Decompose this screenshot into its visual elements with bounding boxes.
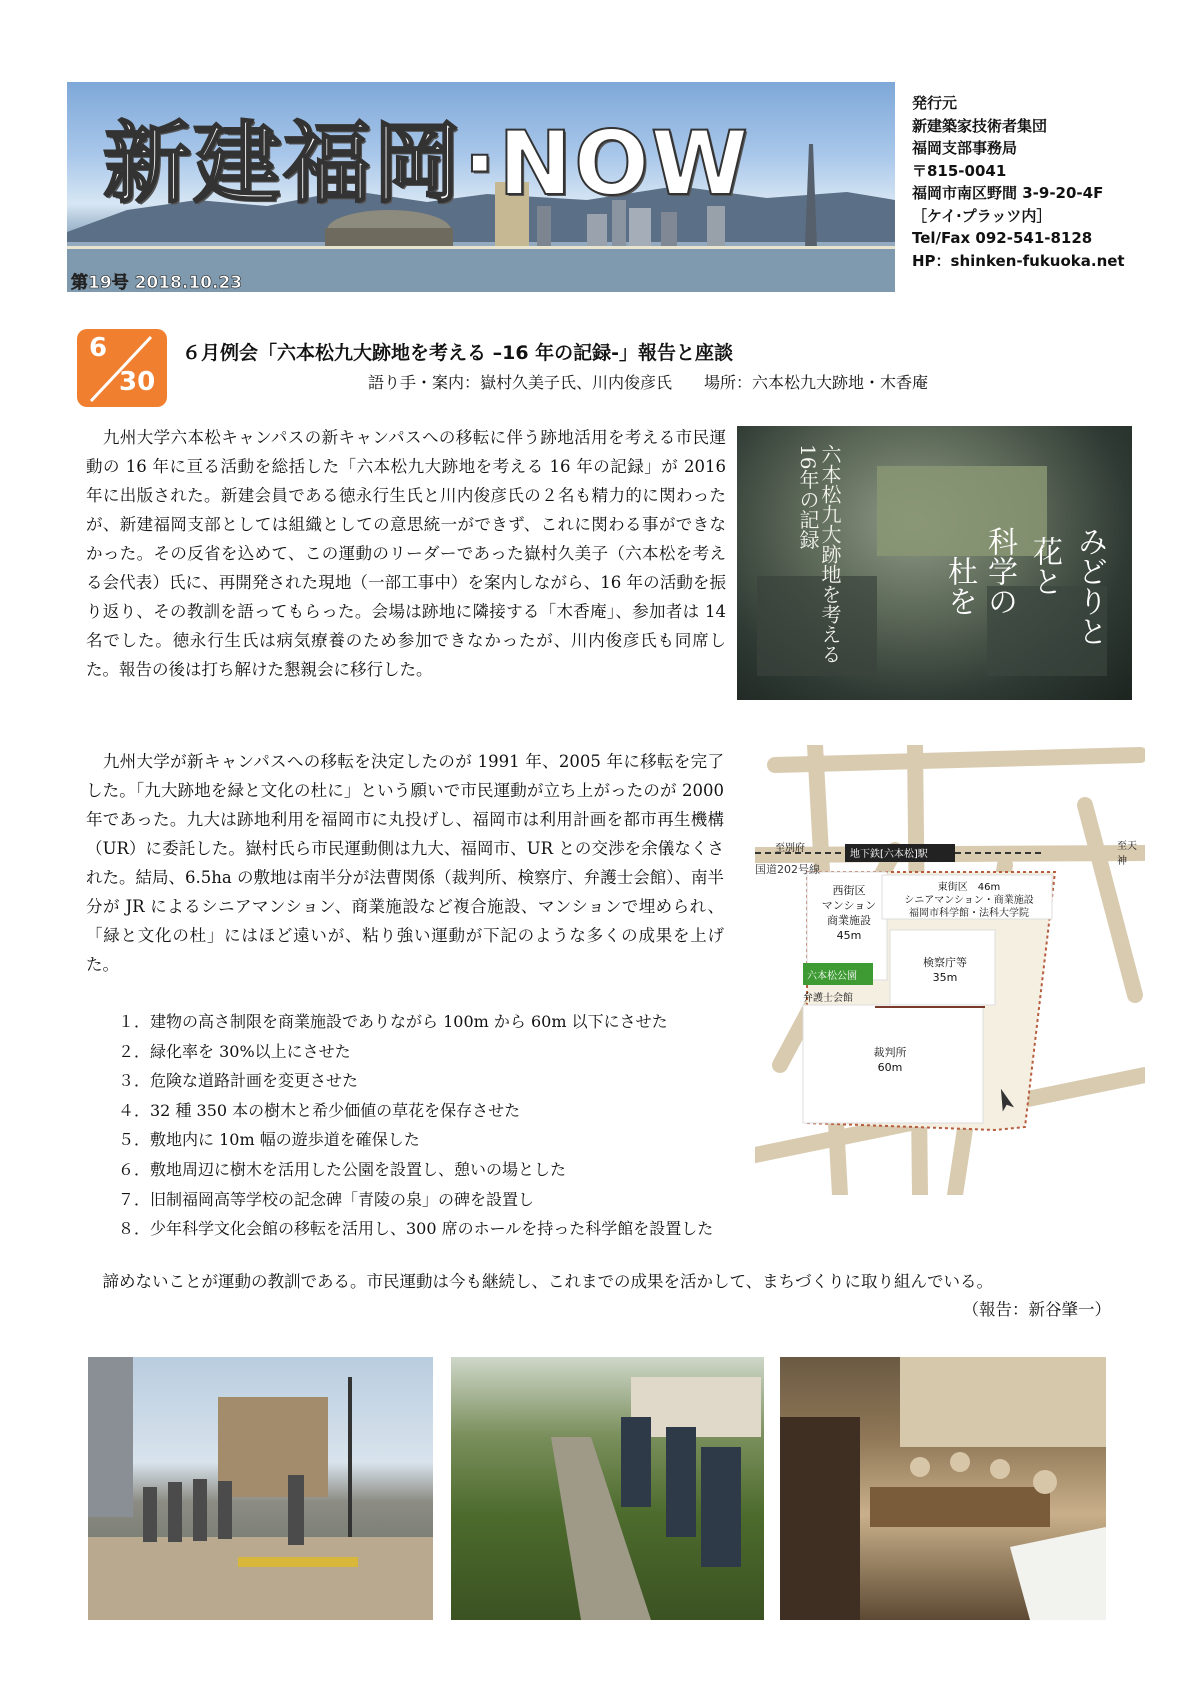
map-prosecutors-label: 35m [932, 971, 958, 984]
achievements-list [118, 1007, 858, 1244]
map-court-label: 裁判所 [873, 1046, 907, 1059]
map-park-label: 六本松公園 [807, 971, 857, 982]
photo-garden-path [451, 1357, 764, 1620]
map-label-left: 至別府 [775, 843, 805, 854]
garden-path-photo [451, 1357, 764, 1620]
site-map [755, 745, 1145, 1195]
publisher-line: 福岡市南区野間 3-9-20-4F [912, 184, 1104, 202]
publisher-line: 発行元 [912, 94, 958, 112]
meeting-room-photo [780, 1357, 1106, 1620]
street-scene-photo [88, 1357, 433, 1620]
book-cover-image [737, 426, 1132, 700]
conclusion-paragraph: 諦めないことが運動の教訓である。市民運動は今も継続し、これまでの成果を活かして、まちづくりに取り組んでいる。 [86, 1272, 994, 1291]
photo-meeting-room [780, 1357, 1106, 1620]
publisher-line: HP：shinken-fukuoka.net [912, 251, 1125, 270]
list-item: ６．敷地周辺に樹木を活用した公園を設置し、憩いの場とした [118, 1159, 567, 1179]
map-east-label: シニアマンション・商業施設 [904, 895, 1034, 906]
publisher-line: 新建築家技術者集団 [912, 116, 1048, 135]
masthead-title: 新建福岡·NOW [103, 112, 750, 215]
map-prosecutors-label: 検察庁等 [923, 956, 967, 969]
map-west-block [817, 883, 881, 943]
article-paragraph: 九州大学が新キャンパスへの移転を決定したのが 1991 年、2005 年に移転を完了した。「九大跡地を緑と文化の杜に」という願いで市民運動が立ち上がったのが 2000 年であった。九大は跡地利用を福岡市に丸投げし、福岡市は利用計画を都市再生機構（UR）に委託した。嶽村氏ら市民運動側は九大、福岡市、UR との交渉を余儀なくされた。結局、6.5ha の敷地は南半分が法曹関係（裁判所、検察庁、弁護士会館）、南半分が JR によるシニアマンション、商業施設など複合施設、マンションで埋められ、「緑と文化の杜」にはほど遠いが、粘り強い運動が下記のような多くの成果を上げた。 [86, 752, 724, 974]
publisher-line: Tel/Fax 092-541-8128 [912, 229, 1093, 247]
list-item: ２．緑化率を 30%以上にさせた [118, 1041, 351, 1061]
reporter-credit: （報告：新谷肇一） [962, 1300, 1111, 1319]
map-road-label: 国道202号線 [755, 863, 820, 876]
map-lawyers-label: 弁護士会館 [803, 993, 853, 1004]
map-east-label: 東街区 46m [937, 882, 1001, 893]
map-label-right: 至天神 [1117, 841, 1137, 867]
cover-calligraphy: 科学の [982, 526, 1017, 616]
map-prosecutors-block [915, 955, 975, 985]
article-paragraph: 九州大学六本松キャンパスの新キャンパスへの移転に伴う跡地活用を考える市民運動の 16 年に亘る活動を総括した「六本松九大跡地を考える 16 年の記録」が 2016 年に出版された。新建会員である徳永行生氏と川内俊彦氏の２名も精力的に関わったが、新建福岡支部としては組織としての意思統一ができず、これに関わる事ができなかった。その反省を込めて、この運動のリーダーであった嶽村久美子（六本松を考える会代表）氏に、再開発された現地（一部工事中）を案内しながら、16 年の活動を振り返り、その教訓を語ってもらった。会場は跡地に隣接する「木香庵」、参加者は 14 名でした。徳永行生氏は病気療養のため参加できなかったが、川内俊彦氏も同席した。報告の後は打ち解けた懇親会に移行した。 [86, 428, 726, 679]
article-title: ６月例会「六本松九大跡地を考える –16 年の記録-」報告と座談 [182, 342, 734, 364]
date-month: 6 [89, 333, 108, 363]
map-west-label: 45m [836, 929, 862, 942]
publisher-line: ［ケイ·プラッツ内］ [912, 206, 1052, 225]
list-item: ３．危険な道路計画を変更させた [118, 1071, 359, 1091]
list-item: ４．32 種 350 本の樹木と希少価値の草花を保存させた [118, 1100, 521, 1120]
date-badge [77, 329, 167, 407]
photo-site-walk [88, 1357, 433, 1620]
article-subtitle: 語り手・案内：嶽村久美子氏、川内俊彦氏 場所：六本松九大跡地・木香庵 [368, 373, 929, 392]
map-court-label: 60m [877, 1061, 903, 1074]
publisher-line: 〒815-0041 [912, 161, 1007, 180]
issue-number-date: 第19号 2018.10.23 [71, 273, 243, 292]
publisher-line: 福岡支部事務局 [912, 139, 1018, 157]
cover-calligraphy: 花と [1027, 536, 1062, 596]
map-west-label: 西街区 [832, 884, 866, 897]
list-item: ８．少年科学文化会館の移転を活用し、300 席のホールを持った科学館を設置した [118, 1219, 714, 1239]
map-west-label: マンション [821, 899, 877, 912]
map-east-block [887, 881, 1051, 920]
cover-calligraphy: 杜を [942, 556, 977, 616]
date-day: 30 [119, 367, 156, 397]
masthead-banner [67, 82, 895, 292]
cover-title: 六本松九大跡地を考える16年の記録 [796, 444, 842, 664]
list-item: ５．敷地内に 10m 幅の遊歩道を確保した [118, 1130, 420, 1150]
map-west-label: 商業施設 [827, 914, 871, 927]
map-station-label: 地下鉄[六本松]駅 [850, 849, 928, 860]
cover-calligraphy: みどりと [1072, 526, 1107, 646]
publisher-info [912, 92, 1162, 272]
map-east-label: 福岡市科学館・法科大学院 [909, 908, 1029, 919]
list-item: ７．旧制福岡高等学校の記念碑「青陵の泉」の碑を設置し [118, 1189, 535, 1209]
map-court-block [855, 1045, 925, 1075]
list-item: １．建物の高さ制限を商業施設でありながら 100m から 60m 以下にさせた [118, 1012, 668, 1031]
